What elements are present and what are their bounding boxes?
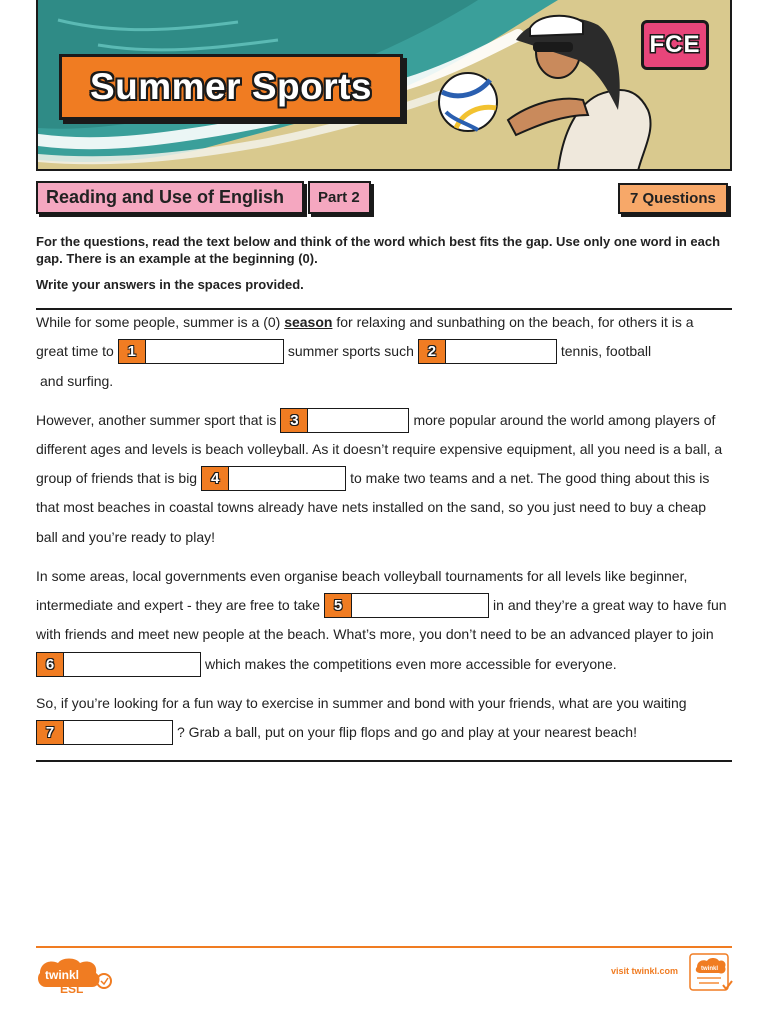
gap-number: 7 (45, 723, 55, 741)
text-line (36, 719, 637, 745)
text-segment: summer sports such (287, 343, 414, 359)
gap-number: 2 (427, 342, 437, 360)
fce-badge (641, 20, 709, 70)
text-line (36, 592, 727, 618)
text-line: ball and you’re ready to play! (36, 529, 215, 545)
text-line: In some areas, local governments even organise beach volleyball tournaments for all levels like beginner, (36, 568, 688, 584)
gap-5 (324, 593, 489, 618)
text-segment: great time to (36, 343, 114, 359)
text-line (36, 465, 709, 491)
gap-number: 4 (210, 469, 220, 487)
write-answers-text: Write your answers in the spaces provided. (36, 277, 304, 292)
text-segment: ? Grab a ball, put on your flip flops and go and play at your nearest beach! (177, 724, 637, 740)
gap-number: 5 (333, 596, 343, 614)
example-word: season (284, 314, 333, 330)
gap-number-badge (37, 653, 64, 676)
footer-divider (36, 946, 732, 948)
gap-number: 3 (290, 411, 299, 429)
section-tag: Reading and Use of English (36, 181, 304, 214)
questions-count-tag: 7 Questions (618, 183, 728, 214)
visit-twinkl-link[interactable]: visit twinkl.com (611, 966, 679, 976)
text-line: So, if you’re looking for a fun way to exercise in summer and bond with your friends, what are you waiting (36, 695, 687, 711)
gap-1 (118, 339, 284, 364)
text-line (36, 651, 617, 677)
gap-6-input[interactable] (64, 653, 200, 676)
fce-badge-label: FCE (649, 31, 701, 58)
text-segment: which makes the competitions even more accessible for everyone. (205, 656, 617, 672)
gap-number-badge (119, 340, 146, 363)
divider-bottom (36, 760, 732, 762)
gap-number-badge (202, 467, 229, 490)
banner-illustration (36, 0, 732, 171)
gap-number-badge (419, 340, 446, 363)
gap-number: 1 (127, 342, 136, 360)
text-segment: intermediate and expert - they are free to take (36, 597, 321, 613)
text-line (36, 407, 715, 433)
gap-5-input[interactable] (352, 594, 488, 617)
gap-4 (201, 466, 346, 491)
gap-2 (418, 339, 557, 364)
gap-7-input[interactable] (64, 721, 172, 744)
gap-number: 6 (45, 655, 55, 673)
text-segment: more popular around the world among players of (413, 412, 716, 428)
text-segment: While for some people, summer is a (0) (36, 314, 281, 330)
title-box (59, 54, 403, 120)
page-title: Summer Sports (89, 66, 372, 107)
text-segment: group of friends that is big (36, 470, 198, 486)
text-segment: in and they’re a great way to have fun (493, 597, 727, 613)
svg-text:ESL: ESL (60, 982, 84, 995)
gap-3 (280, 408, 409, 433)
text-segment: for relaxing and sunbathing on the beach, for others it is a (336, 314, 694, 330)
twinkl-esl-logo (36, 955, 114, 995)
text-segment: to make two teams and a net. The good thing about this is (350, 470, 710, 486)
gap-7 (36, 720, 173, 745)
gap-2-input[interactable] (446, 340, 556, 363)
text-segment: tennis, football (560, 343, 652, 359)
gap-3-input[interactable] (308, 409, 408, 432)
gap-6 (36, 652, 201, 677)
gap-4-input[interactable] (229, 467, 345, 490)
part-tag: Part 2 (308, 181, 371, 214)
text-line: that most beaches in coastal towns already have nets installed on the sand, so you just need to buy a cheap (36, 499, 707, 515)
gap-number-badge (325, 594, 352, 617)
text-line: with friends and meet new people at the beach. What’s more, you don’t need to be an advanced player to join (36, 626, 714, 642)
gap-number-badge (281, 409, 308, 432)
gap-1-input[interactable] (146, 340, 283, 363)
text-line: and surfing. (40, 373, 114, 389)
quality-standard-badge (689, 953, 733, 993)
text-line: different ages and levels is beach volleyball. As it doesn’t require expensive equipment, all you need is a ball, a (36, 441, 723, 457)
text-line (36, 338, 651, 364)
svg-text:twinkl: twinkl (701, 966, 719, 972)
text-segment: However, another summer sport that is (36, 412, 277, 428)
instructions-text: For the questions, read the text below and think of the word which best fits the gap. Use only one word in each gap. There is an example at the beginning (0). (36, 234, 721, 266)
gap-number-badge (37, 721, 64, 744)
text-line (36, 309, 694, 335)
svg-text:twinkl: twinkl (45, 968, 80, 982)
